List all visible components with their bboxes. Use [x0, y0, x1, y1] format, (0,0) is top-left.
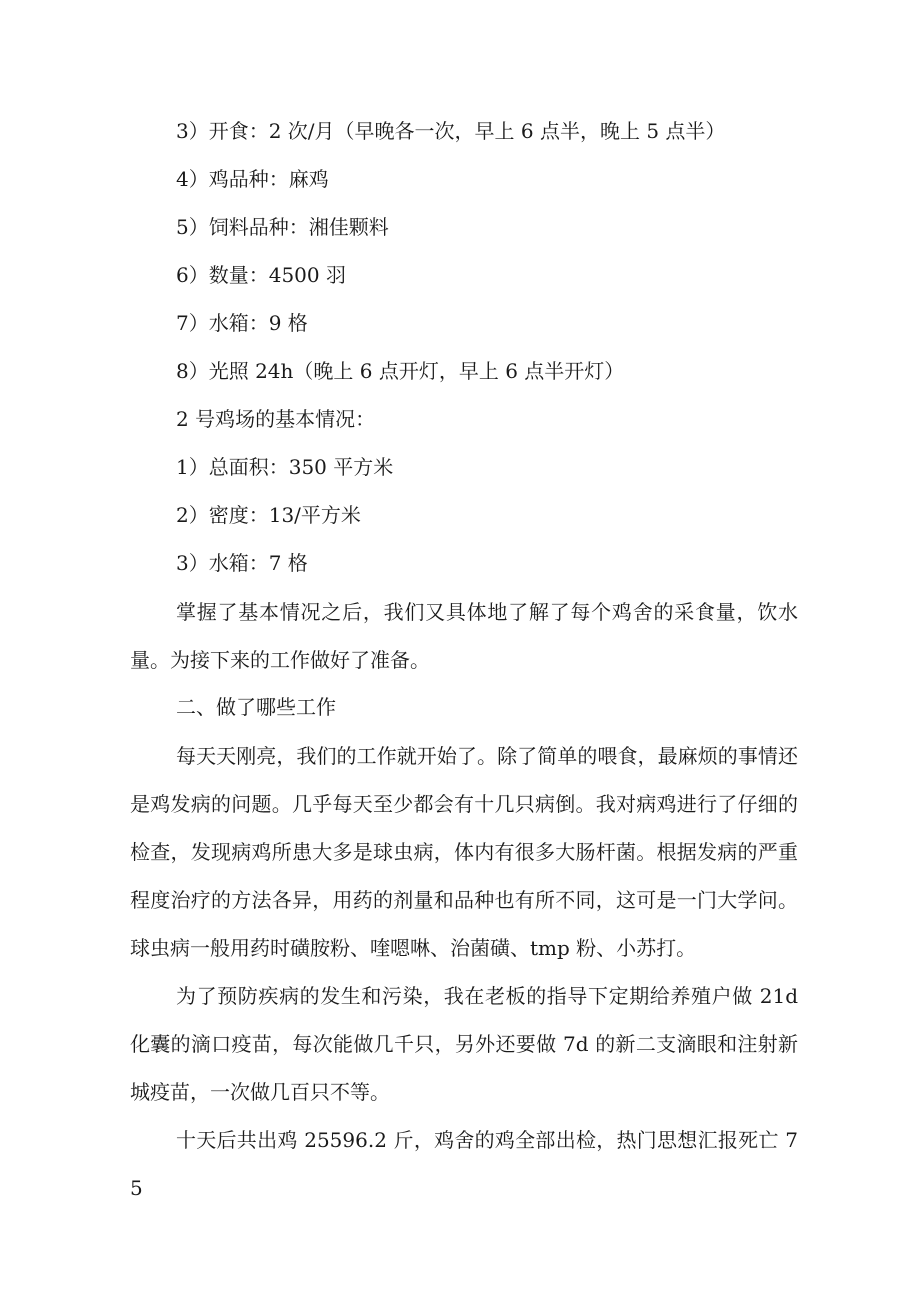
list-item-lighting: 8）光照 24h（晚上 6 点开灯，早上 6 点半开灯） [176, 359, 625, 383]
section-heading: 二、做了哪些工作 [176, 695, 336, 719]
paragraph-daily-work: 每天天刚亮，我们的工作就开始了。除了简单的喂食，最麻烦的事情还是鸡发病的问题。几乎每天至少都会有十几只病倒。我对病鸡进行了仔细的检查，发现病鸡所患大多是球虫病，体内有很多大肠杆菌。根据发病的严重程度治疗的方法各异，用药的剂量和品种也有所不同，这可是一门大学问。球虫病一般用药时磺胺粉、喹嗯啉、治菌磺、tmp 粉、小苏打。 [130, 744, 798, 960]
list-item-water-tank-2: 3）水箱：7 格 [176, 551, 308, 575]
list-item-quantity: 6）数量：4500 羽 [176, 263, 346, 287]
paragraph-result: 十天后共出鸡 25596.2 斤，鸡舍的鸡全部出检，热门思想汇报死亡 75 [130, 1128, 798, 1200]
list-item-area: 1）总面积：350 平方米 [176, 455, 394, 479]
list-item-feeding: 3）开食：2 次/月（早晚各一次，早上 6 点半，晚上 5 点半） [176, 119, 726, 143]
list-item-breed: 4）鸡品种：麻鸡 [176, 167, 329, 191]
list-item-density: 2）密度：13/平方米 [176, 503, 361, 527]
paragraph-vaccination: 为了预防疾病的发生和污染，我在老板的指导下定期给养殖户做 21d 化囊的滴口疫苗，每次能做几千只，另外还要做 7d 的新二支滴眼和注射新城疫苗，一次做几百只不等。 [130, 984, 798, 1104]
farm2-heading: 2 号鸡场的基本情况： [176, 407, 376, 431]
list-item-feed-type: 5）饲料品种：湘佳颗料 [176, 215, 389, 239]
paragraph-preparation: 掌握了基本情况之后，我们又具体地了解了每个鸡舍的采食量，饮水量。为接下来的工作做好了准备。 [130, 600, 798, 672]
list-item-water-tank: 7）水箱：9 格 [176, 311, 308, 335]
